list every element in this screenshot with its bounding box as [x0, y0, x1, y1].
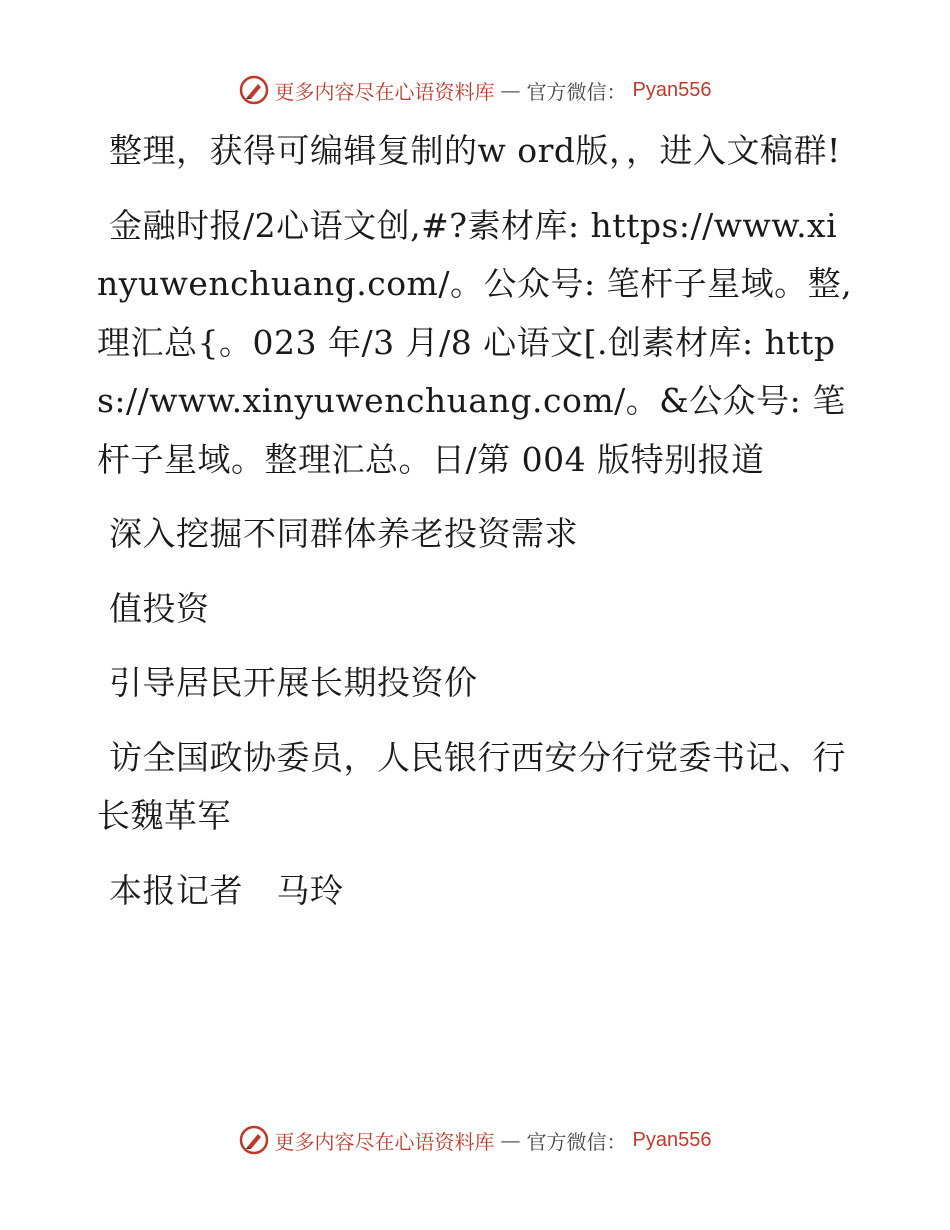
banner-dash: — [500, 1128, 521, 1152]
banner-text: 更多内容尽在心语资料库 [274, 1129, 495, 1154]
paragraph-byline: 本报记者 马玲 [109, 870, 344, 910]
banner-label: 官方微信： [526, 79, 627, 104]
paragraph-intro: 整理，获得可编辑复制的w ord版，，进入文稿群! [109, 131, 841, 170]
header-banner [0, 70, 950, 110]
footer-banner-inner [239, 1125, 712, 1155]
document-body [97, 122, 857, 936]
paragraph-source: 金融时报/2心语文创,#?素材库: https://www.xinyuwenchuang.com/。公众号: 笔杆子星域。整,理汇总{。023 年/3 月/8 心语文[.创素材库: https://www.xinyuwenchuang.com/。&公众号: 笔杆子星域。整理汇总。日/第 004 版特别报道 [97, 205, 853, 479]
banner-wechat-id: Pyan556 [632, 1128, 712, 1151]
paragraph-headline-2: 值投资 [109, 588, 210, 628]
footer-banner [0, 1120, 950, 1160]
banner-label: 官方微信： [526, 1129, 627, 1154]
pen-logo-icon [239, 75, 269, 105]
paragraph-interviewee: 访全国政协委员，人民银行西安分行党委书记、行长魏革军 [97, 737, 846, 835]
paragraph-headline-1: 深入挖掘不同群体养老投资需求 [109, 514, 578, 553]
banner-wechat-id: Pyan556 [632, 78, 712, 101]
paragraph-headline-3: 引导居民开展长期投资价 [109, 663, 478, 702]
pen-logo-icon [239, 1125, 269, 1155]
banner-dash: — [500, 78, 521, 102]
banner-text: 更多内容尽在心语资料库 [274, 79, 495, 104]
header-banner-inner [239, 75, 712, 105]
